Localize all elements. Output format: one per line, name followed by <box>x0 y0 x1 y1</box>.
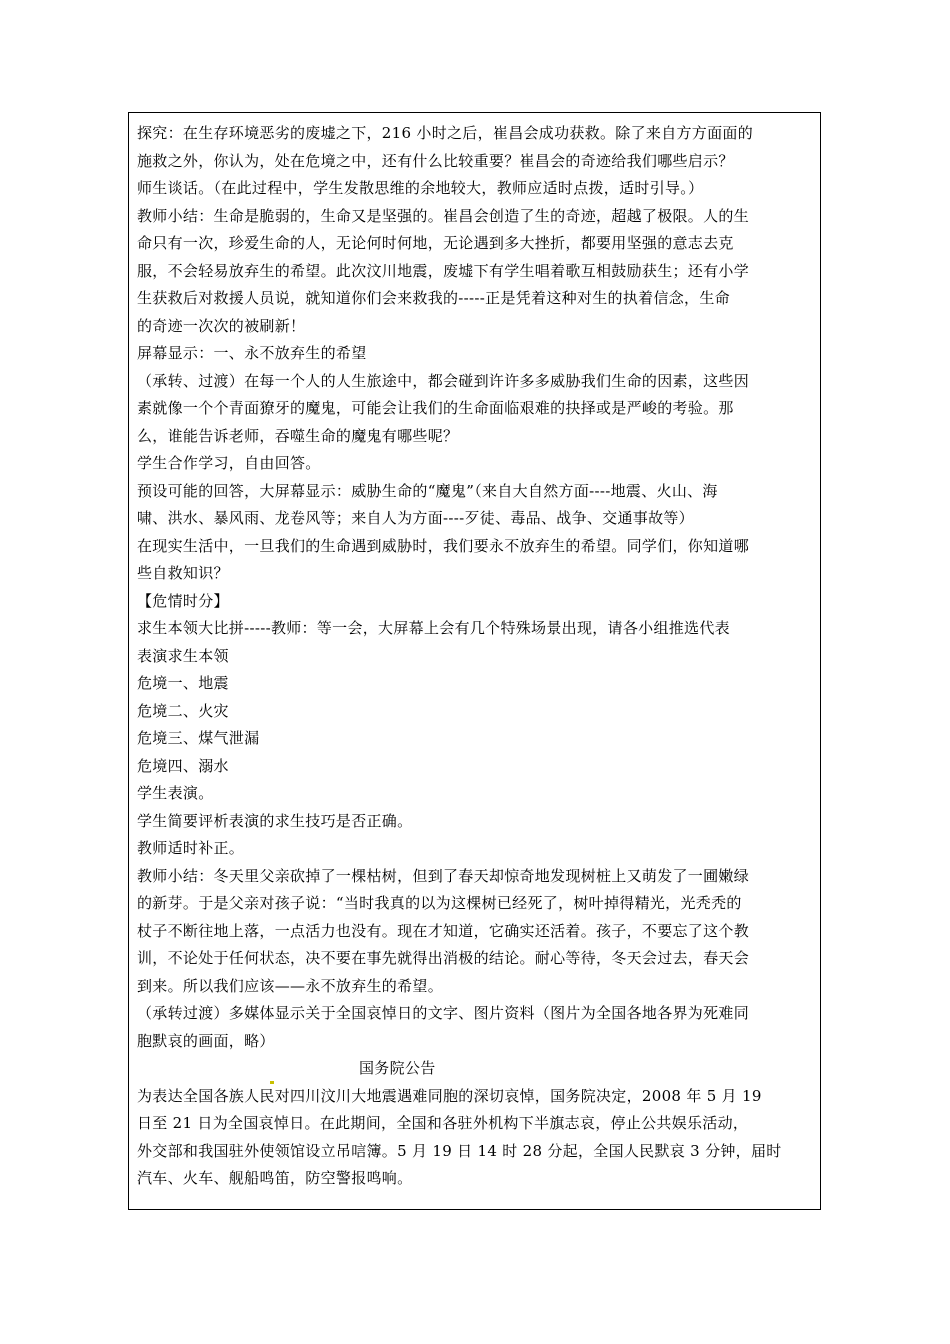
list-item: 危境一、地震 <box>137 674 229 692</box>
text-line: 汽车、火车、舰船鸣笛，防空警报鸣响。 <box>137 1169 413 1187</box>
text-line: 素就像一个个青面獠牙的魔鬼，可能会让我们的生命面临艰难的抉择或是严峻的考验。那 <box>137 399 734 417</box>
text-line: 施救之外，你认为，处在危境之中，还有什么比较重要？崔昌会的奇迹给我们哪些启示？ <box>137 151 734 170</box>
text-line: 师生谈话。（在此过程中，学生发散思维的余地较大，教师应适时点拨，适时引导。） <box>137 179 704 197</box>
text-line: 啸、洪水、暴风雨、龙卷风等；来自人为方面----歹徒、毒品、战争、交通事故等） <box>137 509 694 527</box>
text-line: 预设可能的回答，大屏幕显示：威胁生命的“魔鬼”（来自大自然方面----地震、火山、海 <box>137 481 718 500</box>
text-line: 服，不会轻易放弃生的希望。此次汶川地震，废墟下有学生唱着歌互相鼓励获生；还有小学 <box>137 261 750 280</box>
text-line: 教师小结：冬天里父亲砍掉了一棵枯树，但到了春天却惊奇地发现树桩上又萌发了一圃嫩绿 <box>137 866 750 885</box>
text-line: 学生简要评析表演的求生技巧是否正确。 <box>137 811 413 830</box>
text-line: 的奇迹一次次的被刷新！ <box>137 316 306 335</box>
announcement-title: 国务院公告 <box>359 1059 436 1077</box>
text-line: 探究：在生存环境恶劣的废墟之下，216 小时之后，崔昌会成功获救。除了来自方方面面的 <box>137 124 754 142</box>
text-line: 命只有一次，珍爱生命的人，无论何时何地，无论遇到多大挫折，都要用坚强的意志去克 <box>137 234 734 252</box>
text-line: 学生表演。 <box>137 784 214 802</box>
text-line: 么，谁能告诉老师，吞噬生命的魔鬼有哪些呢？ <box>137 426 459 445</box>
list-item: 危境四、溺水 <box>137 756 229 775</box>
text-line: 日至 21 日为全国哀悼日。在此期间，全国和各驻外机构下半旗志哀，停止公共娱乐活动， <box>137 1114 749 1132</box>
text-line: 外交部和我国驻外使领馆设立吊唁簿。5 月 19 日 14 时 28 分起，全国人民默哀 3 分钟，届时 <box>137 1141 782 1160</box>
text-line: 胞默哀的画面，略） <box>137 1031 275 1050</box>
section-heading: 【危情时分】 <box>137 591 229 610</box>
text-line: 的新芽。于是父亲对孩子说：“当时我真的以为这棵树已经死了，树叶掉得精光，光秃秃的 <box>137 894 742 912</box>
text-line: 训，不论处于任何状态，决不要在事先就得出消极的结论。耐心等待，冬天会过去，春天会 <box>137 949 750 967</box>
text-line: 到来。所以我们应该——永不放弃生的希望。 <box>137 976 444 995</box>
text-line: 些自救知识？ <box>137 564 229 582</box>
text-line: 学生合作学习，自由回答。 <box>137 454 321 472</box>
text-line: 教师小结：生命是脆弱的，生命又是坚强的。崔昌会创造了生的奇迹，超越了极限。人的生 <box>137 206 750 225</box>
text-line: （承转过渡）多媒体显示关于全国哀悼日的文字、图片资料（图片为全国各地各界为死难同 <box>137 1004 750 1022</box>
list-item: 危境二、火灾 <box>137 701 229 720</box>
text-line: 杖子不断往地上落，一点活力也没有。现在才知道，它确实还活着。孩子，不要忘了这个教 <box>137 921 750 940</box>
text-line: 表演求生本领 <box>137 646 229 665</box>
text-line: 求生本领大比拼-----教师：等一会，大屏幕上会有几个特殊场景出现，请各小组推选代表 <box>137 619 730 637</box>
text-line: 在现实生活中，一旦我们的生命遇到威胁时，我们要永不放弃生的希望。同学们，你知道哪 <box>137 536 750 555</box>
stray-mark <box>270 1081 274 1084</box>
text-line: 生获救后对救援人员说，就知道你们会来救我的-----正是凭着这种对生的执着信念，生命 <box>137 289 730 307</box>
section-heading: 屏幕显示：一、永不放弃生的希望 <box>137 344 367 362</box>
text-line: 教师适时补正。 <box>137 839 245 857</box>
lesson-content <box>137 120 817 1193</box>
text-line: （承转、过渡）在每一个人的人生旅途中，都会碰到许许多多威胁我们生命的因素，这些因 <box>137 371 750 390</box>
list-item: 危境三、煤气泄漏 <box>137 729 260 747</box>
text-line: 为表达全国各族人民对四川汶川大地震遇难同胞的深切哀悼，国务院决定，2008 年 5 月 19 <box>137 1086 762 1105</box>
